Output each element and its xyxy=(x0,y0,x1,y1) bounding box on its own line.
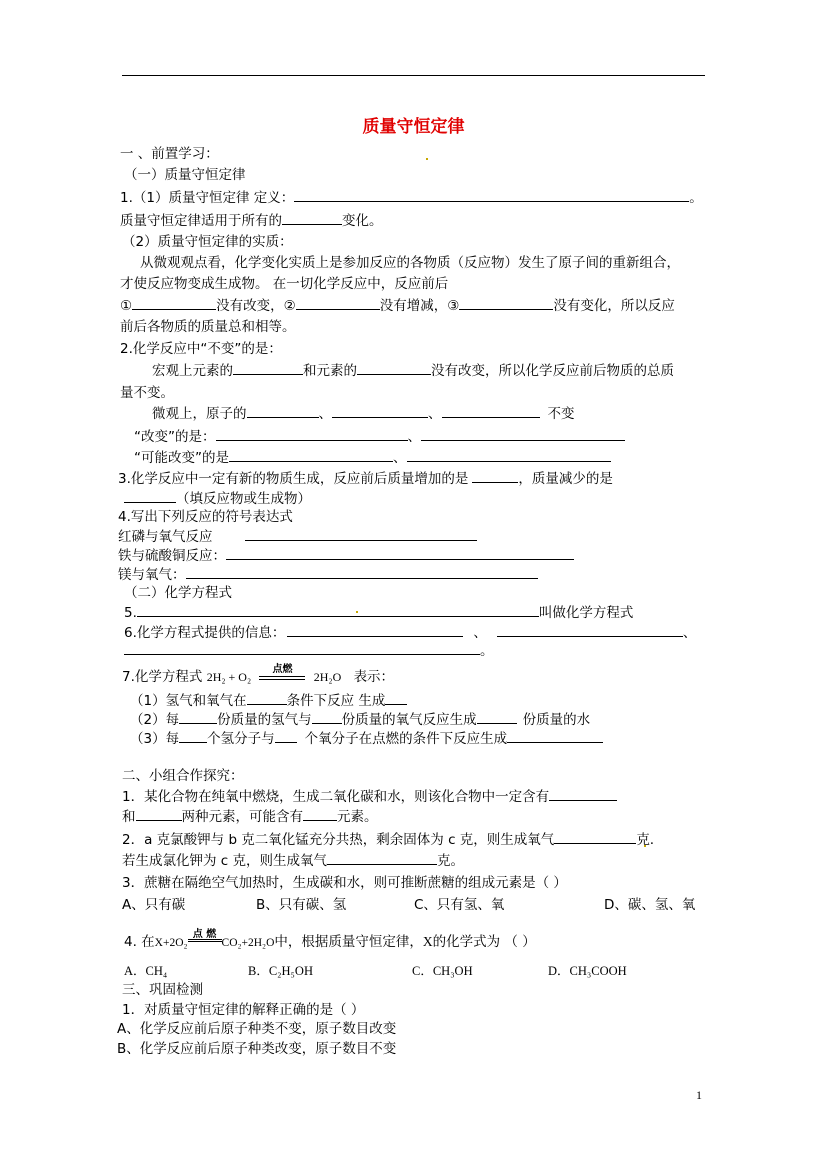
q7-item-3: （3）每 个氢分子与 个氧分子在点燃的条件下反应生成 xyxy=(130,730,603,748)
q3-line-2: （填反应物或生成物） xyxy=(124,490,311,508)
s2-q2-line: 2．a 克氯酸钾与 b 克二氧化锰充分共热，剩余固体为 c 克，则生成氧气 克. xyxy=(122,832,655,848)
subsection-2-heading: （二）化学方程式 xyxy=(124,585,232,601)
q3-line: 3.化学反应中一定有新的物质生成，反应前后质量增加的是 ，质量减少的是 xyxy=(118,471,613,487)
s2-q4-option-b: B．C₂H₅OH xyxy=(248,964,313,978)
subsection-1-heading: （一）质量守恒定律 xyxy=(124,167,246,183)
equation-products: 2H₂O xyxy=(313,670,342,684)
equation-arrow: 点 燃 xyxy=(188,936,222,948)
q2-change-line: “改变”的是： 、 xyxy=(134,428,625,446)
s2-q1-line: 1．某化合物在纯氧中燃烧，生成二氧化碳和水，则该化合物中一定含有 xyxy=(122,788,617,806)
s2-q2-line-2: 若生成氯化钾为 c 克，则生成氧气 克。 xyxy=(122,853,465,869)
s2-q4-line: 4. 在X+2O₂ 点 燃 CO₂+2H₂O中，根据质量守恒定律，X的化学式为 （ ） xyxy=(124,929,536,950)
page-number: 1 xyxy=(696,1088,702,1102)
s2-q3-line: 3．蔗糖在隔绝空气加热时，生成碳和水，则可推断蔗糖的组成元素是（ ） xyxy=(122,875,567,891)
section-3-heading: 三、巩固检测 xyxy=(122,982,203,998)
paragraph-line: 才使反应物变成生成物。 在一切化学反应中，反应前后 xyxy=(120,276,449,292)
q4-red-phosphorus: 红磷与氧气反应 xyxy=(118,528,477,546)
paragraph-line: 前后各物质的质量总和相等。 xyxy=(120,319,296,335)
q4-magnesium-oxygen: 镁与氧气： xyxy=(118,566,538,584)
q4-iron-copper-sulfate: 铁与硫酸铜反应： xyxy=(118,547,574,565)
q1-definition: 1.（1）质量守恒定律 定义： 。 xyxy=(120,190,703,206)
s2-q4-option-d: D．CH₃COOH xyxy=(548,964,627,978)
q4-heading: 4.写出下列反应的符号表达式 xyxy=(118,509,293,525)
section-2-heading: 二、小组合作探究： xyxy=(122,768,244,784)
q2-micro-line: 微观上，原子的 、 、 不变 xyxy=(152,406,575,422)
s3-q1-option-a: A、化学反应前后原子种类不变，原子数目改变 xyxy=(117,1021,397,1037)
equation-reactants: 2H₂ + O₂ xyxy=(206,670,252,684)
q5-line: 5. 叫做化学方程式 xyxy=(124,605,634,621)
s2-q4-option-a: A．CH₄ xyxy=(124,964,168,978)
q7-item-1: （1）氢气和氧气在 条件下反应 生成 xyxy=(130,692,407,710)
q7-item-2: （2）每 份质量的氢气与 份质量的氧气反应生成 份质量的水 xyxy=(130,712,591,728)
s2-q3-option-d: D、碳、氢、氧 xyxy=(604,897,696,913)
s2-q3-option-a: A、只有碳 xyxy=(122,897,186,913)
s2-q3-option-b: B、只有碳、氢 xyxy=(256,897,347,913)
q7-line: 7.化学方程式 2H₂ + O₂ 点燃 2H₂O 表示： xyxy=(122,664,395,685)
q6-line-2: 。 xyxy=(124,642,494,660)
page-title: 质量守恒定律 xyxy=(362,117,465,137)
s2-q3-option-c: C、只有氢、氧 xyxy=(414,897,505,913)
q2-maybe-change-line: “可能改变”的是 、 xyxy=(134,449,611,467)
s2-q1-line-2: 和 两种元素，可能含有 元素。 xyxy=(122,809,378,825)
section-1-heading: 一 、前置学习： xyxy=(120,146,219,162)
s2-q4-option-c: C．CH₃OH xyxy=(412,964,473,978)
s3-q1-option-b: B、化学反应前后原子种类改变，原子数目不变 xyxy=(117,1041,397,1057)
paragraph-line: ① 没有改变，② 没有增减，③ 没有变化，所以反应 xyxy=(120,298,675,314)
q1-scope: 质量守恒定律适用于所有的 变化。 xyxy=(120,213,383,229)
q2-macro-line-2: 量不变。 xyxy=(120,385,174,401)
equation-arrow: 点燃 xyxy=(259,671,305,683)
header-rule xyxy=(122,75,705,76)
q2-macro-line: 宏观上元素的 和元素的 没有改变，所以化学反应前后物质的总质 xyxy=(152,363,674,379)
paragraph-line: 从微观观点看，化学变化实质上是参加反应的各物质（反应物）发生了原子间的重新组合， xyxy=(140,255,680,271)
s3-q1-line: 1．对质量守恒定律的解释正确的是（ ） xyxy=(122,1002,365,1018)
speck xyxy=(426,158,428,160)
q2-heading: 2.化学反应中“不变”的是： xyxy=(120,341,282,357)
q6-line: 6.化学方程式提供的信息： 、 、 xyxy=(124,625,697,641)
q1-essence: （2）质量守恒定律的实质： xyxy=(122,234,293,250)
